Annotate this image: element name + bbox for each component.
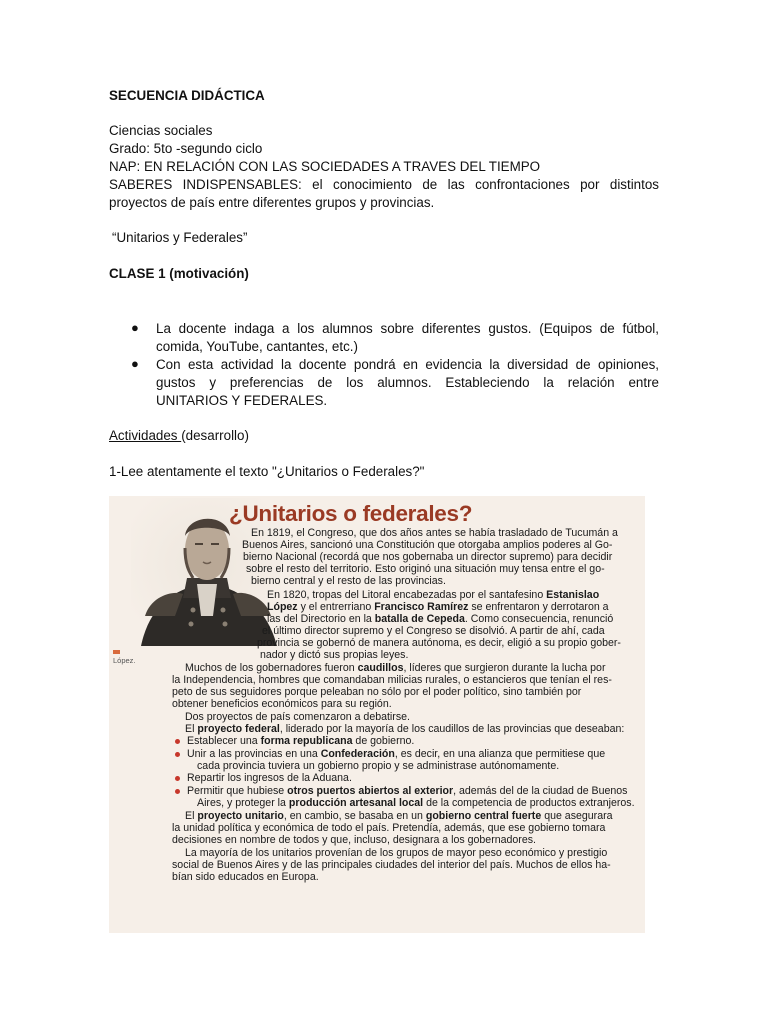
excerpt-line <box>185 723 624 735</box>
excerpt-text: El <box>185 810 195 822</box>
excerpt-bold: López <box>267 601 298 613</box>
red-bullet-icon <box>175 752 180 757</box>
excerpt-text: , en cambio, se basaba en un <box>283 810 423 822</box>
excerpt-bold: batalla de Cepeda <box>374 613 465 625</box>
topic-line: “Unitarios y Federales” <box>112 230 248 245</box>
excerpt-line: peto de sus seguidores porque peleaban no sólo por el poder político, sino también por <box>172 686 582 698</box>
document-title: SECUENCIA DIDÁCTICA <box>109 88 265 103</box>
red-bullet-icon <box>175 776 180 781</box>
excerpt-line: sobre el resto del territorio. Esto originó una situación muy tensa entre el go- <box>246 563 605 575</box>
bullet-2-line-1: Con esta actividad la docente pondrá en evidencia la diversidad de opiniones, <box>156 357 659 372</box>
actividades-heading <box>109 427 249 445</box>
textbook-excerpt-image <box>109 496 645 933</box>
excerpt-line: cada provincia tuviera un gobierno propio y se administrase autónomamente. <box>197 760 560 772</box>
bullet-dot: ● <box>131 356 139 371</box>
excerpt-line <box>185 810 613 822</box>
excerpt-bold: Confederación <box>320 748 395 760</box>
red-bullet-icon <box>175 739 180 744</box>
bullet-2-line-2: gustos y preferencias de los alumnos. Estableciendo la relación entre <box>156 375 659 390</box>
excerpt-title: ¿Unitarios o federales? <box>229 501 473 526</box>
excerpt-text: de gobierno. <box>355 735 415 747</box>
excerpt-text: . Como consecuencia, renunció <box>464 613 614 625</box>
excerpt-line <box>197 797 635 809</box>
excerpt-line <box>267 613 613 625</box>
excerpt-text: Muchos de los gobernadores fueron <box>185 662 355 674</box>
excerpt-bold: proyecto federal <box>197 723 280 735</box>
saberes-line-1 <box>109 176 659 194</box>
bullet-2-line-3: UNITARIOS Y FEDERALES. <box>156 393 328 408</box>
excerpt-line: provincia se gobernó de manera autónoma, es decir, eligió a su propio gober- <box>257 637 621 649</box>
excerpt-line: nador y dictó sus propias leyes. <box>260 649 409 661</box>
excerpt-text: Unir a las provincias en una <box>187 748 318 760</box>
excerpt-text: , además del de la ciudad de Buenos <box>453 785 628 797</box>
excerpt-line: la unidad política y económica de todo el país. Pretendía, además, que ese gobierno tomara <box>172 822 606 834</box>
excerpt-text: , líderes que surgieron durante la lucha por <box>403 662 606 674</box>
excerpt-text: las del Directorio en la <box>267 613 372 625</box>
grade-line: Grado: 5to -segundo ciclo <box>109 141 263 156</box>
excerpt-bold: otros puertos abiertos al exterior <box>287 785 454 797</box>
excerpt-line: la Independencia, hombres que comandaban milicias rurales, o estancieros que tenían el res- <box>172 674 612 686</box>
excerpt-bold: producción artesanal local <box>288 797 424 809</box>
excerpt-line <box>185 662 605 674</box>
portrait-caption <box>113 647 173 665</box>
saberes-label: SABERES INDISPENSABLES: <box>109 177 302 192</box>
excerpt-text: , es decir, en una alianza que permitiese que <box>394 748 606 760</box>
excerpt-line: La mayoría de los unitarios provenían de los grupos de mayor peso económico y prestigio <box>185 847 608 859</box>
excerpt-line: decisiones en nombre de todos y que, incluso, designara a los gobernadores. <box>172 834 536 846</box>
actividades-label: Actividades <box>109 428 182 443</box>
excerpt-text: , liderado por la mayoría de los caudillos de las provincias que deseaban: <box>279 723 625 735</box>
bullet-1-line-2: comida, YouTube, cantantes, etc.) <box>156 339 358 354</box>
excerpt-bold: Francisco Ramírez <box>374 601 469 613</box>
excerpt-line: bierno central y el resto de las provincias. <box>251 575 446 587</box>
saberes-text-1: el conocimiento de las confrontaciones por distintos <box>312 177 659 192</box>
excerpt-bold: caudillos <box>357 662 404 674</box>
excerpt-text: Establecer una <box>187 735 258 747</box>
activity-1-instruction: 1-Lee atentamente el texto "¿Unitarios o Federales?" <box>109 464 425 479</box>
excerpt-line <box>187 748 605 760</box>
excerpt-bold: proyecto unitario <box>197 810 284 822</box>
excerpt-line: social de Buenos Aires y de las principales ciudades del interior del país. Muchos de ellos ha- <box>172 859 611 871</box>
excerpt-line <box>267 601 609 613</box>
actividades-label-rest: (desarrollo) <box>181 428 249 443</box>
excerpt-text: que asegurara <box>544 810 613 822</box>
excerpt-text: de la competencia de productos extranjeros. <box>426 797 635 809</box>
excerpt-line <box>187 735 414 747</box>
nap-line: NAP: EN RELACIÓN CON LAS SOCIEDADES A TRAVES DEL TIEMPO <box>109 159 541 174</box>
red-bullet-icon <box>175 789 180 794</box>
excerpt-line: Repartir los ingresos de la Aduana. <box>187 772 352 784</box>
excerpt-line <box>187 785 627 797</box>
bullet-1-line-1: La docente indaga a los alumnos sobre diferentes gustos. (Equipos de fútbol, <box>156 321 659 336</box>
excerpt-text: y el entrerriano <box>300 601 372 613</box>
excerpt-text: El <box>185 723 195 735</box>
excerpt-text: En 1820, tropas del Litoral encabezadas por el santafesino <box>267 589 544 601</box>
excerpt-line: Dos proyectos de país comenzaron a debatirse. <box>185 711 410 723</box>
excerpt-bold: gobierno central fuerte <box>425 810 542 822</box>
excerpt-bold: forma republicana <box>260 735 353 747</box>
bullet-dot: ● <box>131 320 139 335</box>
saberes-line-2: proyectos de país entre diferentes grupos y provincias. <box>109 195 435 210</box>
excerpt-text: Aires, y proteger la <box>197 797 286 809</box>
excerpt-line: Buenos Aires, sancionó una Constitución que otorgaba amplios poderes al Go- <box>242 539 613 551</box>
subject-line: Ciencias sociales <box>109 123 213 138</box>
excerpt-line: el último director supremo y el Congreso se disolvió. A partir de ahí, cada <box>262 625 605 637</box>
excerpt-line: bierno Nacional (recordá que nos gobernaba un director supremo) para decidir <box>243 551 613 563</box>
excerpt-line: En 1819, el Congreso, que dos años antes se había trasladado de Tucumán a <box>251 527 618 539</box>
excerpt-bold: Estanislao <box>546 589 600 601</box>
caption-text-2: López. <box>113 656 136 665</box>
excerpt-line: bían sido educados en Europa. <box>172 871 319 883</box>
excerpt-line: obtener beneficios económicos para su región. <box>172 698 392 710</box>
clase1-heading: CLASE 1 (motivación) <box>109 266 249 281</box>
excerpt-line <box>267 589 599 601</box>
excerpt-text: se enfrentaron y derrotaron a <box>471 601 609 613</box>
caption-marker-icon <box>113 650 120 654</box>
excerpt-text: Permitir que hubiese <box>187 785 285 797</box>
